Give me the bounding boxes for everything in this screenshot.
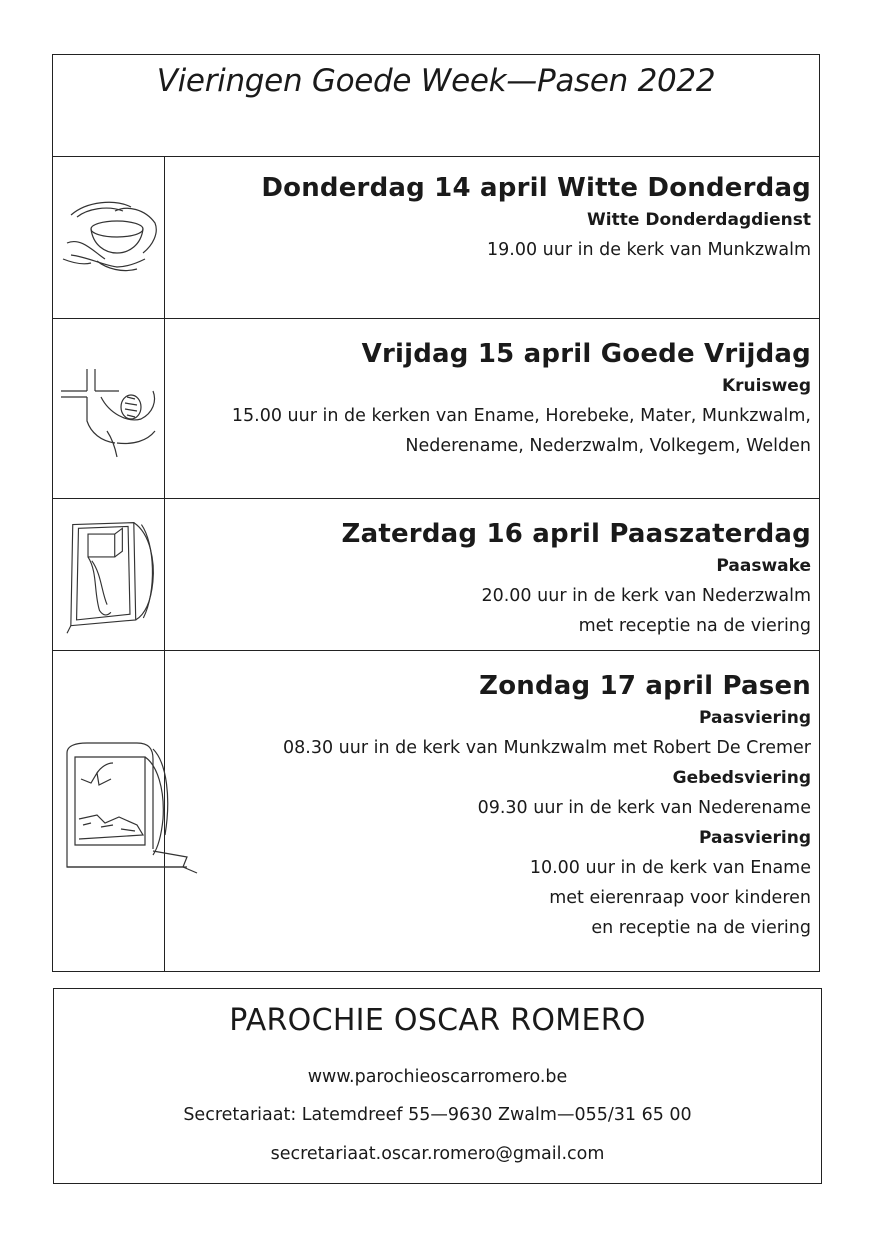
website-link[interactable]: www.parochieoscarromero.be: [307, 1067, 568, 1087]
day-row-thursday: [53, 157, 819, 319]
service-name: Paaswake: [716, 556, 811, 576]
service-line: 09.30 uur in de kerk van Nederename: [477, 798, 811, 818]
email-link[interactable]: secretariaat.oscar.romero@gmail.com: [270, 1144, 605, 1164]
schedule-table: [52, 54, 820, 972]
icon-cell: [53, 157, 165, 318]
day-content: [177, 669, 811, 943]
secretariat-address: Secretariaat: Latemdreef 55—9630 Zwalm—055/31 65 00: [183, 1105, 692, 1125]
service-name: Witte Donderdagdienst: [587, 210, 811, 230]
service-name: Paasviering: [699, 828, 811, 848]
parish-name: PAROCHIE OSCAR ROMERO: [229, 1003, 646, 1038]
day-content: [177, 337, 811, 461]
cross-wound-icon: [57, 361, 161, 461]
service-line: 15.00 uur in de kerken van Ename, Horebeke, Mater, Munkzwalm,: [231, 406, 811, 426]
day-row-saturday: [53, 499, 819, 651]
service-line: 19.00 uur in de kerk van Munkzwalm: [486, 240, 811, 260]
service-name: Gebedsviering: [672, 768, 811, 788]
service-line: met receptie na de viering: [578, 616, 811, 636]
service-line: 10.00 uur in de kerk van Ename: [529, 858, 811, 878]
service-line: 08.30 uur in de kerk van Munkzwalm met Robert De Cremer: [283, 738, 811, 758]
day-row-sunday: [53, 651, 819, 971]
title-row: [53, 55, 819, 157]
day-title: Vrijdag 15 april Goede Vrijdag: [361, 339, 811, 369]
service-line: 20.00 uur in de kerk van Nederzwalm: [481, 586, 811, 606]
service-line: met eierenraap voor kinderen: [549, 888, 811, 908]
service-line: en receptie na de viering: [591, 918, 811, 938]
icon-cell: [53, 651, 165, 971]
day-title: Zondag 17 april Pasen: [479, 671, 811, 701]
service-name: Kruisweg: [721, 376, 811, 396]
tomb-cloth-icon: [57, 515, 161, 639]
day-title: Donderdag 14 april Witte Donderdag: [261, 173, 811, 203]
day-row-friday: [53, 319, 819, 499]
day-content: [177, 517, 811, 641]
icon-cell: [53, 499, 165, 650]
day-content: [177, 171, 811, 265]
page-title: Vieringen Goede Week—Pasen 2022: [156, 63, 716, 99]
parish-footer: [53, 988, 822, 1184]
service-line: Nederename, Nederzwalm, Volkegem, Welden: [405, 436, 811, 456]
day-title: Zaterdag 16 april Paaszaterdag: [341, 519, 811, 549]
hands-bowl-icon: [57, 193, 161, 277]
icon-cell: [53, 319, 165, 498]
service-name: Paasviering: [699, 708, 811, 728]
